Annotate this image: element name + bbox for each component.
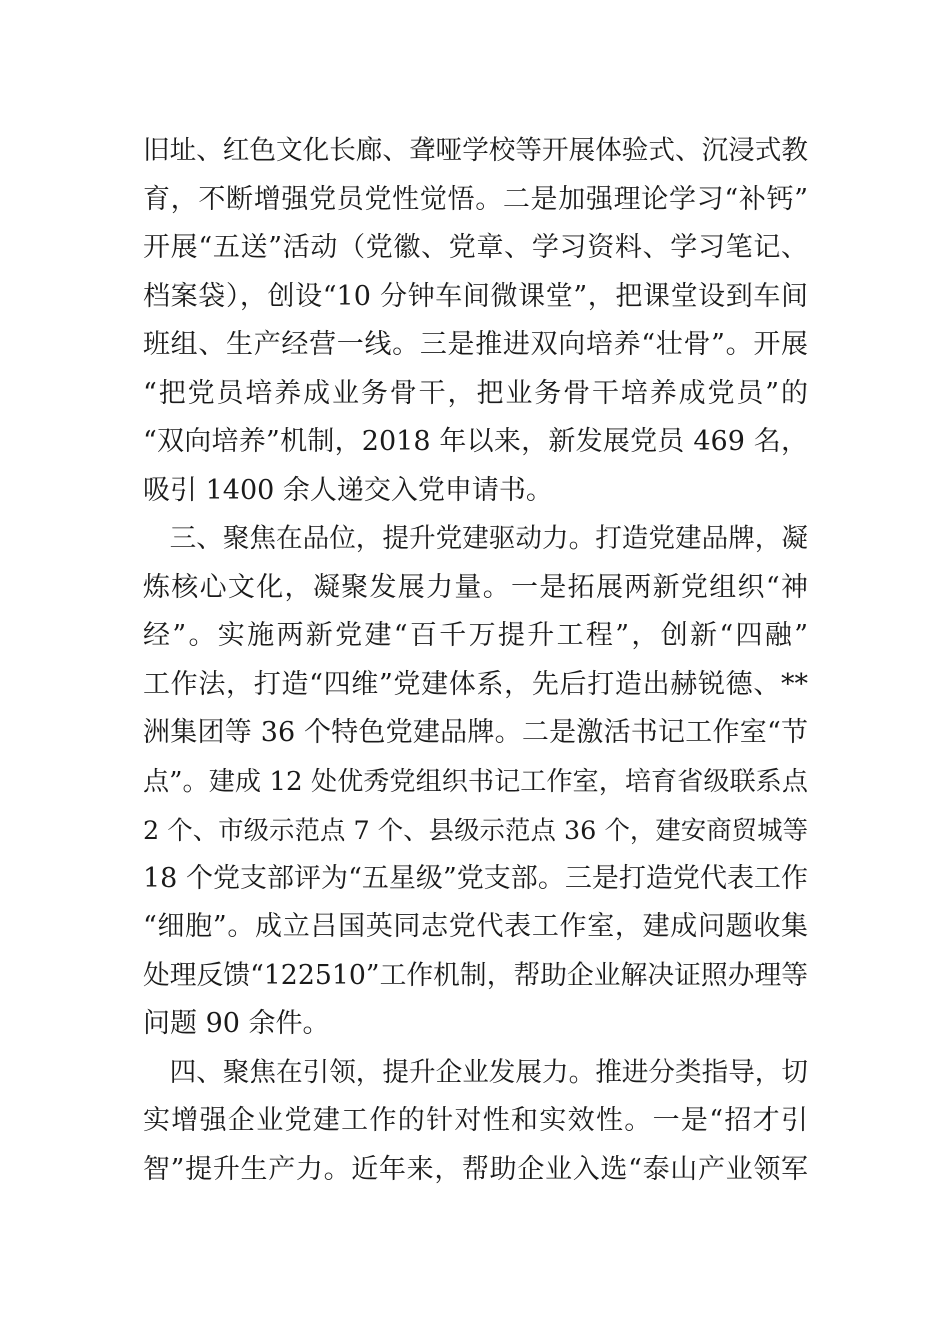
text-line: 实增强企业党建工作的针对性和实效性。一是“招才引 [143, 1105, 808, 1136]
document-body [143, 127, 808, 1194]
text-line: 洲集团等 36 个特色党建品牌。二是激活书记工作室“节 [143, 717, 808, 748]
text-line: 炼核心文化，凝聚发展力量。一是拓展两新党组织“神 [143, 571, 808, 603]
text-line: 点”。建成 12 处优秀党组织书记工作室，培育省级联系点 [143, 766, 808, 797]
text-line: 旧址、红色文化长廊、聋哑学校等开展体验式、沉浸式教 [143, 135, 808, 166]
text-line: “双向培养”机制，2018 年以来，新发展党员 469 名， [143, 426, 808, 457]
text-line: 问题 90 余件。 [143, 1008, 330, 1039]
paragraph-section-four [143, 1049, 808, 1195]
text-line: 18 个党支部评为“五星级”党支部。三是打造党代表工作 [143, 862, 808, 894]
text-line: 三、聚焦在品位，提升党建驱动力。打造党建品牌，凝 [143, 523, 808, 554]
text-line: 开展“五送”活动（党徽、党章、学习资料、学习笔记、 [143, 232, 808, 263]
text-line: 2 个、市级示范点 7 个、县级示范点 36 个，建安商贸城等 [143, 815, 808, 845]
text-line: “细胞”。成立吕国英同志党代表工作室，建成问题收集 [143, 911, 808, 942]
text-line: 处理反馈“122510”工作机制，帮助企业解决证照办理等 [143, 959, 808, 991]
text-line: 工作法，打造“四维”党建体系，先后打造出赫锐德、** [143, 668, 808, 700]
text-line: 育，不断增强党员党性觉悟。二是加强理论学习“补钙” [143, 183, 808, 215]
text-line: “把党员培养成业务骨干，把业务骨干培养成党员”的 [143, 377, 808, 409]
paragraph-party-education-continued [143, 127, 808, 515]
text-line: 班组、生产经营一线。三是推进双向培养“壮骨”。开展 [143, 329, 808, 360]
text-line: 经”。实施两新党建“百千万提升工程”，创新“四融” [143, 620, 808, 651]
text-line: 档案袋），创设“10 分钟车间微课堂”，把课堂设到车间 [143, 280, 808, 312]
text-line: 智”提升生产力。近年来，帮助企业入选“泰山产业领军 [143, 1153, 808, 1185]
text-line: 四、聚焦在引领，提升企业发展力。推进分类指导，切 [143, 1056, 808, 1088]
paragraph-section-three [143, 515, 808, 1049]
text-line: 吸引 1400 余人递交入党申请书。 [143, 474, 553, 506]
